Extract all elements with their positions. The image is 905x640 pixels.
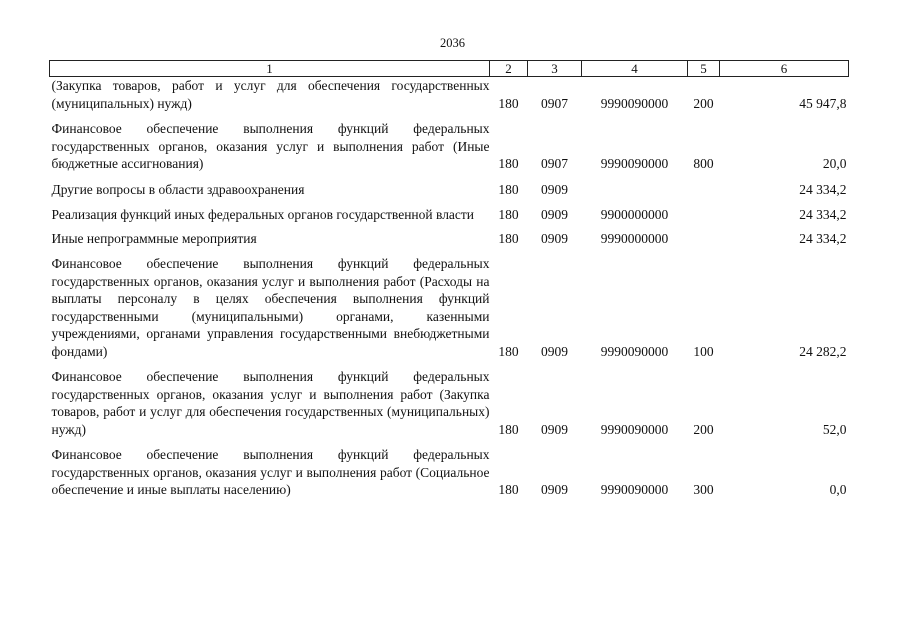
row-expense-type: 200 xyxy=(693,421,714,437)
table-row xyxy=(50,368,849,438)
row-target-code: 9900000000 xyxy=(600,207,669,222)
row-section-code: 0909 xyxy=(541,181,568,197)
row-description: Реализация функций иных федеральных органов государственной власти xyxy=(51,207,475,222)
row-expense-type: 300 xyxy=(693,482,714,497)
table-row xyxy=(50,255,849,360)
header-row xyxy=(50,61,849,77)
column-header-4: 4 xyxy=(582,61,688,77)
row-amount: 0,0 xyxy=(829,482,847,497)
row-section-code: 0907 xyxy=(541,156,568,171)
row-amount: 24 334,2 xyxy=(799,181,847,197)
row-ministry-code: 180 xyxy=(498,181,519,197)
row-description: (Закупка товаров, работ и услуг для обеспечения государственных (муниципальных) нужд) xyxy=(51,78,490,111)
row-section-code: 0909 xyxy=(541,343,568,359)
row-amount: 45 947,8 xyxy=(799,95,847,111)
table-row xyxy=(50,230,849,248)
row-spacer xyxy=(50,360,849,368)
row-description: Финансовое обеспечение выполнения функций федеральных государственных органов, оказания услуг и выполнения работ (Закупка товаров, работ и услуг для обеспечения государственных (муниципальных) нужд) xyxy=(51,369,490,437)
row-ministry-code: 180 xyxy=(498,343,519,359)
table-row xyxy=(50,181,849,199)
table-row xyxy=(50,77,849,113)
row-spacer xyxy=(50,112,849,120)
row-section-code: 0909 xyxy=(541,421,568,437)
row-description: Финансовое обеспечение выполнения функций федеральных государственных органов, оказания услуг и выполнения работ (Иные бюджетные ассигнования) xyxy=(51,121,490,171)
row-amount: 24 334,2 xyxy=(799,207,847,222)
row-expense-type: 200 xyxy=(693,95,714,111)
table-row xyxy=(50,446,849,499)
table-row xyxy=(50,206,849,224)
row-ministry-code: 180 xyxy=(498,95,519,111)
row-expense-type: 100 xyxy=(693,343,714,359)
row-spacer xyxy=(50,247,849,255)
table-body xyxy=(50,77,849,499)
row-amount: 20,0 xyxy=(822,156,847,171)
table-header xyxy=(50,61,849,77)
row-section-code: 0909 xyxy=(541,207,568,222)
row-target-code xyxy=(582,181,688,199)
row-expense-type xyxy=(688,230,720,248)
column-header-1: 1 xyxy=(50,61,490,77)
row-expense-type xyxy=(688,181,720,199)
column-header-6: 6 xyxy=(720,61,849,77)
row-description: Финансовое обеспечение выполнения функций федеральных государственных органов, оказания услуг и выполнения работ (Социальное обеспечение и иные выплаты населению) xyxy=(51,447,490,497)
row-spacer xyxy=(50,198,849,206)
row-expense-type: 800 xyxy=(693,156,714,171)
row-spacer xyxy=(50,173,849,181)
column-header-5: 5 xyxy=(688,61,720,77)
column-header-3: 3 xyxy=(528,61,582,77)
table-row xyxy=(50,120,849,173)
page-number: 2036 xyxy=(440,36,465,50)
row-amount: 24 334,2 xyxy=(799,230,847,246)
row-expense-type xyxy=(688,206,720,224)
row-amount: 52,0 xyxy=(822,421,847,437)
row-target-code: 9990090000 xyxy=(600,421,669,437)
row-target-code: 9990090000 xyxy=(600,343,669,359)
row-description: Иные непрограммные мероприятия xyxy=(51,230,257,246)
row-ministry-code: 180 xyxy=(498,230,519,246)
row-section-code: 0907 xyxy=(541,95,568,111)
row-ministry-code: 180 xyxy=(498,156,519,171)
row-target-code: 9990090000 xyxy=(600,95,669,111)
row-description: Финансовое обеспечение выполнения функций федеральных государственных органов, оказания услуг и выполнения работ (Расходы на выплаты персоналу в целях обеспечения выполнения функций государственными (муниципальными) органами, казенными учреждениями, органами управления государственными внебюджетными фондами) xyxy=(51,256,490,359)
budget-table xyxy=(49,60,849,499)
row-amount: 24 282,2 xyxy=(799,343,847,359)
row-ministry-code: 180 xyxy=(498,482,519,497)
row-spacer xyxy=(50,438,849,446)
row-section-code: 0909 xyxy=(541,482,568,497)
row-target-code: 9990000000 xyxy=(600,230,669,246)
row-section-code: 0909 xyxy=(541,230,568,246)
row-ministry-code: 180 xyxy=(498,207,519,222)
row-ministry-code: 180 xyxy=(498,421,519,437)
row-description: Другие вопросы в области здравоохранения xyxy=(51,181,305,197)
row-target-code: 9990090000 xyxy=(600,482,669,497)
column-header-2: 2 xyxy=(490,61,528,77)
row-target-code: 9990090000 xyxy=(600,156,669,171)
